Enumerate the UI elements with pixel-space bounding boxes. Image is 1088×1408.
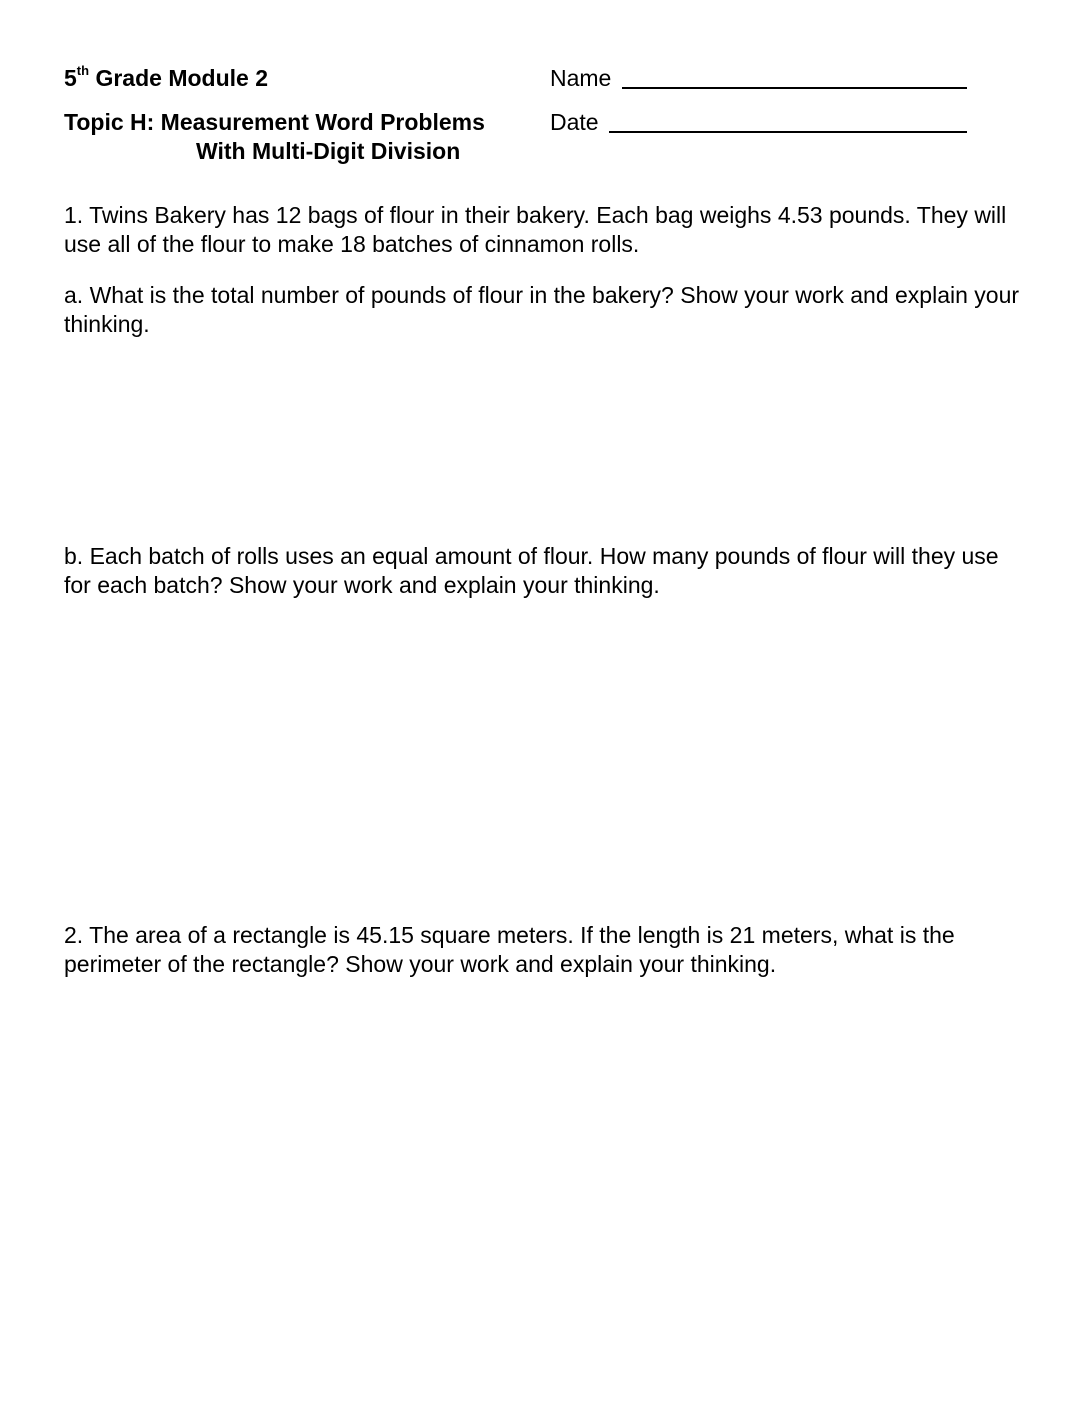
- grade-number: 5: [64, 65, 77, 91]
- name-label: Name: [550, 65, 612, 91]
- problem-1b: b. Each batch of rolls uses an equal amount of flour. How many pounds of flour will they use for each batch? Show your work and explain your thinking.: [64, 543, 999, 598]
- grade-suffix: th: [76, 63, 90, 79]
- topic-title-line2: With Multi-Digit Division: [196, 138, 461, 164]
- date-label: Date: [550, 109, 599, 135]
- topic-title-line1: Topic H: Measurement Word Problems: [64, 109, 485, 135]
- date-blank-line[interactable]: [609, 131, 967, 133]
- grade-module-title: [64, 64, 268, 92]
- answer-space-1a[interactable]: [64, 345, 1024, 535]
- name-field[interactable]: [550, 64, 967, 92]
- date-field[interactable]: [550, 108, 967, 136]
- problem-1a: a. What is the total number of pounds of flour in the bakery? Show your work and explain your thinking.: [64, 282, 1020, 337]
- grade-rest: Grade Module 2: [89, 65, 269, 91]
- name-blank-line[interactable]: [622, 87, 967, 89]
- problem-1-intro: 1. Twins Bakery has 12 bags of flour in their bakery. Each bag weighs 4.53 pounds. They will use all of the flour to make 18 batches of cinnamon rolls.: [64, 202, 1007, 257]
- answer-space-2[interactable]: [64, 985, 1024, 1365]
- problem-2: 2. The area of a rectangle is 45.15 square meters. If the length is 21 meters, what is the perimeter of the rectangle? Show your work and explain your thinking.: [64, 922, 955, 977]
- answer-space-1b[interactable]: [64, 606, 1024, 916]
